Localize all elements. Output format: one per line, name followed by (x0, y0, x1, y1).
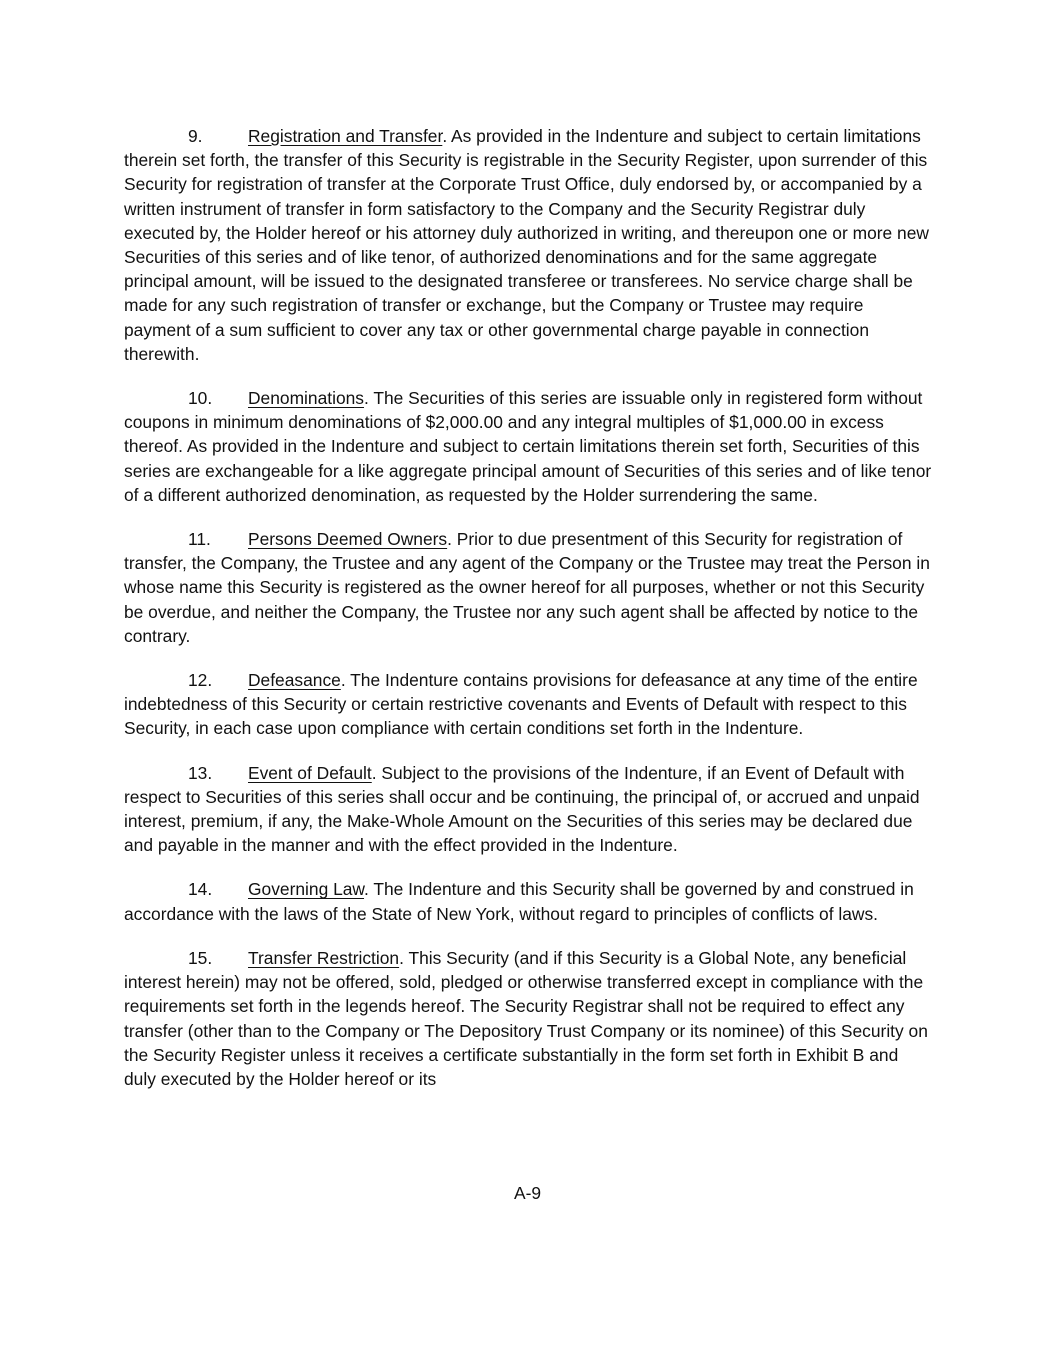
section-number: 14. (188, 879, 213, 900)
section-10 (124, 386, 934, 507)
section-heading: Event of Default (248, 762, 372, 783)
section-body: . Subject to the provisions of the Indenture, if an Event of Default with respect to Securities of this series shall occur and be continuing, the principal of, or accrued and unpaid interest, premium, if any, the Make-Whole Amount on the Securities of this series may be declared due and payable in the manner and with the effect provided in the Indenture. (124, 762, 920, 856)
section-number: 9. (188, 126, 203, 146)
section-9 (124, 124, 934, 366)
section-heading: Governing Law (248, 879, 365, 900)
section-heading: Transfer Restriction (248, 947, 400, 968)
section-body: . As provided in the Indenture and subject to certain limitations therein set forth, the transfer of this Security is registrable in the Security Register, upon surrender of this Security for registration of transfer at the Corporate Trust Office, duly endorsed by, or accompanied by a written instrument of transfer in form satisfactory to the Company and the Security Registrar duly executed by, the Holder hereof or his attorney duly authorized in writing, and thereupon one or more new Securities of this series and of like tenor, of authorized denominations and for the same aggregate principal amount, will be issued to the designated transferee or transferees. No service charge shall be made for any such registration of transfer or exchange, but the Company or Trustee may require payment of a sum sufficient to cover any tax or other governmental charge payable in connection therewith. (124, 126, 929, 364)
section-heading: Defeasance (248, 670, 341, 691)
section-number: 11. (188, 529, 211, 550)
section-number: 10. (188, 388, 213, 409)
document-page (124, 124, 934, 1111)
section-number: 13. (188, 762, 213, 783)
section-body: . The Indenture and this Security shall be governed by and construed in accordance with the laws of the State of New York, without regard to principles of conflicts of laws. (124, 879, 914, 924)
page-number: A-9 (513, 1183, 542, 1203)
section-body: . This Security (and if this Security is a Global Note, any beneficial interest herein) may not be offered, sold, pledged or otherwise transferred except in compliance with the requirements set forth in the legends hereof. The Security Registrar shall not be required to effect any transfer (other than to the Company or The Depository Trust Company or its nominee) of this Security on the Security Register unless it receives a certificate substantially in the form set forth in Exhibit B and duly executed by the Holder hereof or its (124, 947, 928, 1089)
section-heading: Registration and Transfer (248, 126, 443, 146)
section-body: . The Indenture contains provisions for defeasance at any time of the entire indebtedness of this Security or certain restrictive covenants and Events of Default with respect to this Security, in each case upon compliance with certain conditions set forth in the Indenture. (124, 670, 918, 739)
section-heading: Denominations (248, 388, 365, 409)
section-body: . The Securities of this series are issuable only in registered form without coupons in minimum denominations of $2,000.00 and any integral multiples of $1,000.00 in excess thereof. As provided in the Indenture and subject to certain limitations therein set forth, Securities of this series are exchangeable for a like aggregate principal amount of Securities of this series and of like tenor of a different authorized denomination, as requested by the Holder surrendering the same. (124, 388, 932, 505)
section-number: 12. (188, 670, 213, 691)
section-15 (124, 946, 934, 1091)
section-14 (124, 877, 934, 925)
section-number: 15. (188, 947, 213, 968)
section-heading: Persons Deemed Owners (248, 529, 448, 550)
section-13 (124, 761, 934, 858)
section-body: . Prior to due presentment of this Security for registration of transfer, the Company, the Trustee and any agent of the Company or the Trustee may treat the Person in whose name this Security is registered as the owner hereof for all purposes, whether or not this Security be overdue, and neither the Company, the Trustee nor any such agent shall be affected by notice to the contrary. (124, 529, 930, 646)
section-12 (124, 668, 934, 741)
section-11 (124, 527, 934, 648)
